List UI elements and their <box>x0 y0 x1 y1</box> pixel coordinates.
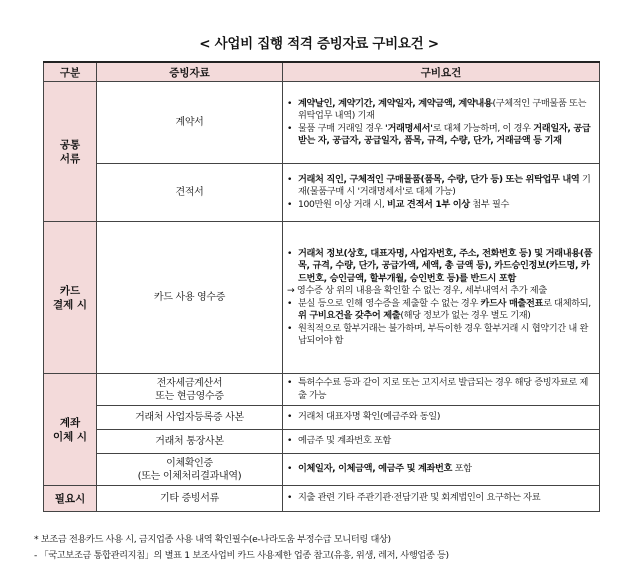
table-row <box>44 222 600 374</box>
doc-card-receipt: 카드 사용 영수증 <box>97 222 283 374</box>
category-transfer: 계좌 이체 시 <box>44 374 97 486</box>
bullet-icon: • <box>287 377 293 388</box>
page-title: < 사업비 집행 적격 증빙자료 구비요건 > <box>199 36 439 52</box>
bullet-icon: • <box>287 322 293 334</box>
req-card: • 거래처 정보(상호, 대표자명, 사업자번호, 주소, 전화번호 등) 및 거래내용(품목, 규격, 수량, 단가, 공급가액, 세액, 총 금액 등), 카드승인정보(카드명, 카드번호, 승인금액, 할부개월, 승인번호 등)를 반드시 포함 → 영수증 상 위의 내용을 확인할 수 없는 경우, 세부내역서 추가 제출 • 분실 등으로 인해 영수증을 제출할 수 없는 경우 카드사 매출전표로 대체하되, 위 구비요건을 갖추어 제출(해당 정보가 없는 경우 별도 기재) • 원칙적으로 할부거래는 불가하며, 부득이한 경우 할부거래 시 협약기간 내 완납되어야 함 <box>283 222 600 374</box>
table-row <box>44 486 600 512</box>
bullet-icon: • <box>287 463 293 475</box>
req-other: • 지출 관련 기타 주관기관·전담기관 및 회계법인이 요구하는 자료 <box>283 486 600 512</box>
header-requirement: 구비요건 <box>283 62 600 82</box>
req-business-registration: • 거래처 대표자명 확인(예금주와 동일) <box>283 406 600 430</box>
bullet-icon: • <box>287 435 293 447</box>
footnote-2: - 「국고보조금 통합관리지침」의 별표 1 보조사업비 카드 사용제한 업종 참고(유흥, 위생, 레저, 사행업종 등) <box>34 550 449 561</box>
req-tax-invoice: • 특허수수료 등과 같이 지로 또는 고지서로 발급되는 경우 해당 증빙자료로 제출 가능 <box>283 374 600 406</box>
table-header-row <box>44 62 600 82</box>
doc-tax-invoice: 전자세금계산서 또는 현금영수증 <box>97 374 283 406</box>
doc-contract: 계약서 <box>97 82 283 164</box>
req-contract: • 계약날인, 계약기간, 계약일자, 계약금액, 계약내용(구체적인 구매물품 또는 위탁업무 내역) 기재 • 물품 구매 거래일 경우 '거래명세서'로 대체 가능하며, 이 경우 거래일자, 공급받는 자, 공급자, 공급일자, 품목, 규격, 수량, 단가, 거래금액 등 기재 <box>283 82 600 164</box>
table-row <box>44 82 600 164</box>
table-row <box>44 406 600 430</box>
bullet-icon: • <box>287 198 293 210</box>
bullet-icon: • <box>287 411 293 423</box>
category-required: 필요시 <box>44 486 97 512</box>
bullet-icon: • <box>287 492 293 504</box>
bullet-icon: • <box>287 247 293 259</box>
req-bankbook-copy: • 예금주 및 계좌번호 포함 <box>283 430 600 454</box>
bullet-icon: • <box>287 97 293 109</box>
doc-business-registration: 거래처 사업자등록증 사본 <box>97 406 283 430</box>
doc-bankbook-copy: 거래처 통장사본 <box>97 430 283 454</box>
table-row <box>44 164 600 222</box>
category-card: 카드 결제 시 <box>44 222 97 374</box>
header-category: 구분 <box>44 62 97 82</box>
table-row <box>44 374 600 406</box>
table-row <box>44 430 600 454</box>
category-common: 공통 서류 <box>44 82 97 222</box>
doc-transfer-confirmation: 이체확인증 (또는 이체처리결과내역) <box>97 454 283 486</box>
arrow-note: → 영수증 상 위의 내용을 확인할 수 없는 경우, 세부내역서 추가 제출 <box>287 285 547 296</box>
doc-other: 기타 증빙서류 <box>97 486 283 512</box>
requirements-table <box>43 61 600 512</box>
table-row <box>44 454 600 486</box>
bullet-icon: • <box>287 173 293 185</box>
req-transfer-confirmation: • 이체일자, 이체금액, 예금주 및 계좌번호 포함 <box>283 454 600 486</box>
req-quote: • 거래처 직인, 구체적인 구매물품(품목, 수량, 단가 등) 또는 위탁업무 내역 기재(물품구매 시 '거래명세서'로 대체 가능) • 100만원 이상 거래 시, 비교 견적서 1부 이상 첨부 필수 <box>283 164 600 222</box>
header-document: 증빙자료 <box>97 62 283 82</box>
bullet-icon: • <box>287 297 293 309</box>
bullet-icon: • <box>287 122 293 134</box>
footnote-1: * 보조금 전용카드 사용 시, 금지업종 사용 내역 확인필수(e-나라도움 부정수급 모니터링 대상) <box>34 534 391 545</box>
doc-quote: 견적서 <box>97 164 283 222</box>
